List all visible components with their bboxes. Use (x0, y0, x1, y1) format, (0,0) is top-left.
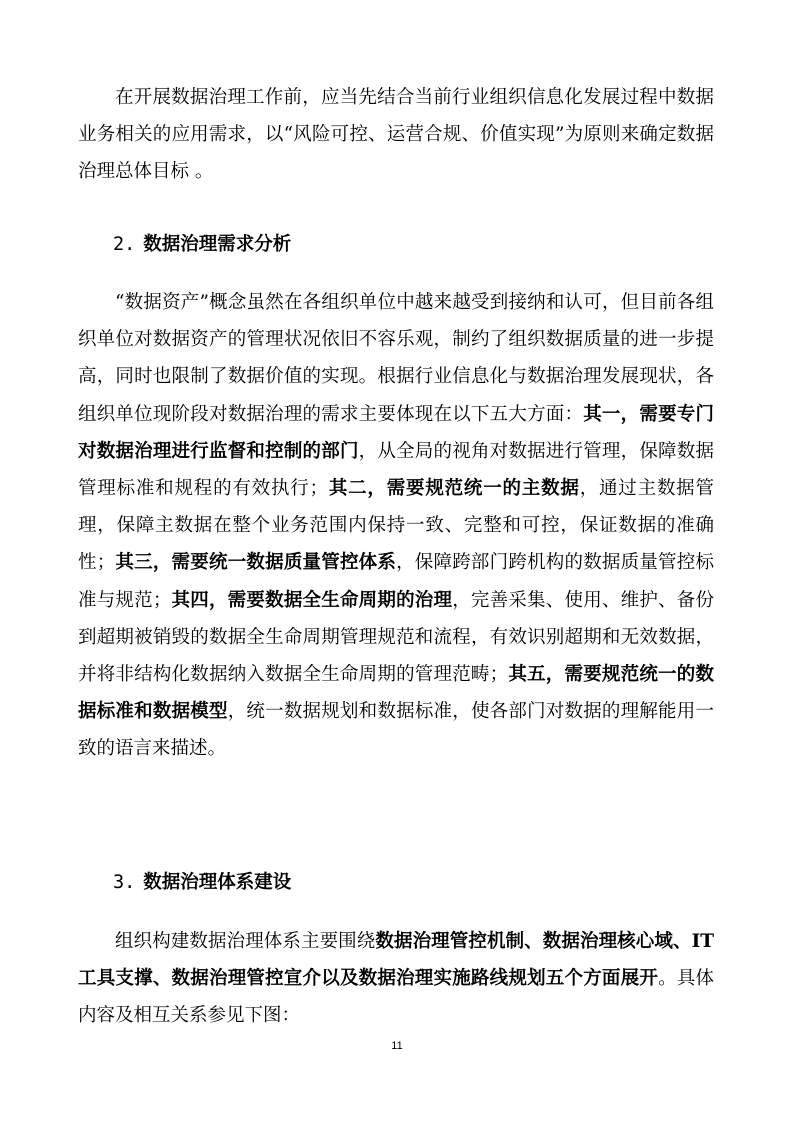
intro-paragraph: 在开展数据治理工作前，应当先结合当前行业组织信息化发展过程中数据业务相关的应用需求，以“风险可控、运营合规、价值实现”为原则来确定数据治理总体目标 。 (78, 87, 714, 183)
section-heading-3 (113, 868, 713, 898)
emphasis-segment: 其五，需要规范统一的数据标准和数据模型 (78, 664, 714, 723)
text-segment: ，保障跨部门跨机构的数据质量管控标准与规范； (78, 552, 714, 611)
emphasis-segment: 其三，需要统一数据质量管控体系 (115, 552, 397, 574)
emphasis-segment: 数据治理管控机制、数据治理核心域、IT工具支撑、数据治理管控宣介以及数据治理实施路线规划五个方面展开 (78, 931, 714, 990)
text-segment: 。具体内容及相互关系参见下图： (78, 968, 714, 1027)
emphasis-segment: 其二，需要规范统一的主数据 (328, 478, 580, 500)
emphasis-segment: 其一，需要专门对数据治理进行监督和控制的部门 (78, 403, 714, 462)
system-building-paragraph (78, 923, 714, 1035)
section-number: 3. (113, 872, 136, 893)
text-segment: ，统一数据规划和数据标准，使各部门对数据的理解能用一致的语言来描述。 (78, 701, 714, 760)
section-title: 数据治理需求分析 (143, 234, 292, 255)
text-segment: ，完善采集、使用、维护、备份到超期被销毁的数据全生命周期管理规范和流程，有效识别超期和无效数据，并将非结构化数据纳入数据全生命周期的管理范畴； (78, 589, 714, 686)
text-segment: ，从全局的视角对数据进行管理，保障数据管理标准和规程的有效执行； (78, 440, 714, 500)
text-segment: “数据资产”概念虽然在各组织单位中越来越受到接纳和认可，但目前各组织单位对数据资产的管理状况依旧不容乐观，制约了组织数据质量的进一步提高，同时也限制了数据价值的实现。根据行业信息化与数据治理发展现状，各组织单位现阶段对数据治理的需求主要体现在以下五大方面： (78, 292, 714, 425)
text-segment: 组织构建数据治理体系主要围绕 (115, 931, 376, 952)
emphasis-segment: 其四，需要数据全生命周期的治理 (171, 589, 453, 611)
text-segment: ，通过主数据管理，保障主数据在整个业务范围内保持一致、完整和可控，保证数据的准确性； (78, 478, 714, 574)
section-number: 2. (113, 234, 136, 255)
requirements-paragraph (78, 284, 714, 768)
section-heading-2 (113, 230, 713, 260)
page-number: 11 (391, 1040, 403, 1052)
section-title: 数据治理体系建设 (143, 872, 292, 893)
